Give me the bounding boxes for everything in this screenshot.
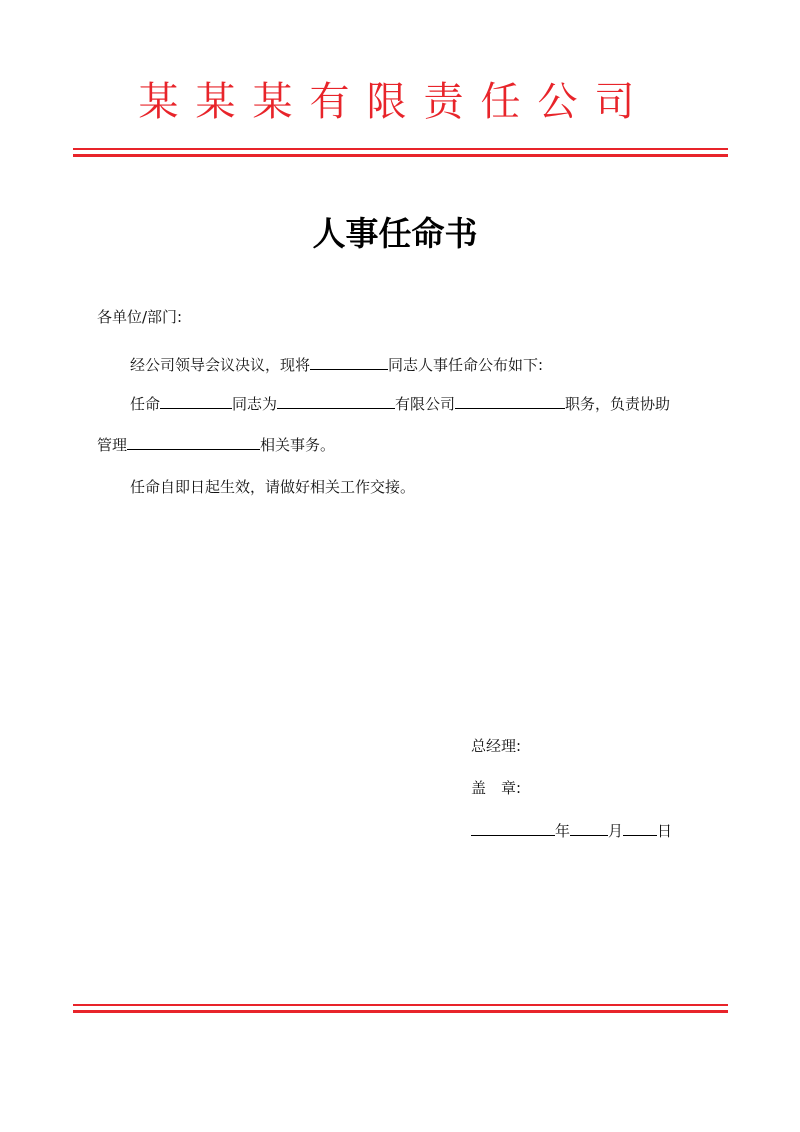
announcement-text-before: 经公司领导会议决议，现将 [130,356,311,374]
salutation: 各单位/部门: [97,308,183,326]
document-title: 人事任命书 [312,214,478,253]
general-manager-label: 总经理: [471,737,522,755]
day-blank[interactable] [623,818,657,836]
affairs-label: 相关事务。 [260,436,336,454]
company-name: 某某某有限责任公司 [138,79,652,125]
footer-rule-bottom [73,1010,728,1013]
header-rule-top [73,148,728,150]
position-blank[interactable] [455,391,565,409]
paragraph-effective: 任命自即日起生效，请做好相关工作交接。 [130,478,416,496]
company-suffix-label: 有限公司 [395,395,456,413]
comrade-as-label: 同志为 [232,395,278,413]
month-blank[interactable] [570,818,608,836]
footer-rule-top [73,1004,728,1006]
header-rule-bottom [73,154,728,157]
date-line [471,818,672,843]
scope-blank[interactable] [127,432,260,450]
year-blank[interactable] [471,818,555,836]
paragraph-appointment [130,391,670,416]
day-label: 日 [657,822,673,840]
name-blank[interactable] [310,352,388,370]
paragraph-management [97,432,335,457]
company-blank[interactable] [277,391,395,409]
announcement-text-after: 同志人事任命公布如下: [388,356,544,374]
appoint-label: 任命 [130,395,161,413]
duty-label: 职务，负责协助 [565,395,671,413]
year-label: 年 [555,822,571,840]
month-label: 月 [608,822,624,840]
manage-label: 管理 [97,436,128,454]
seal-label: 盖 章: [471,779,522,797]
appointee-blank[interactable] [160,391,232,409]
paragraph-announcement [130,352,543,377]
